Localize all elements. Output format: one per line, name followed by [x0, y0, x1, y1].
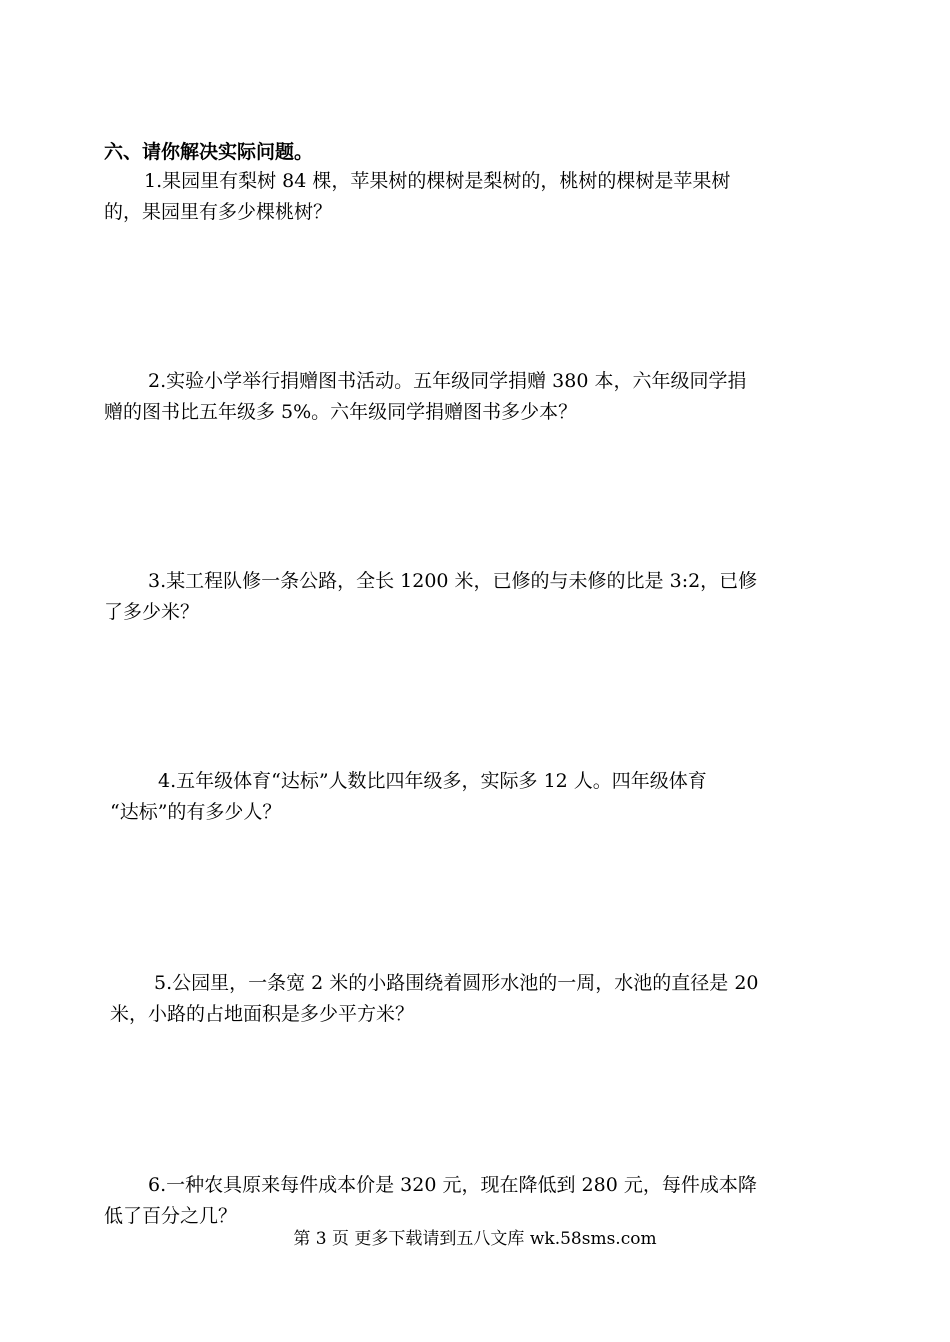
problem-6-line-2: 低了百分之几？: [104, 1205, 238, 1227]
problem-1-line-2: 的，果园里有多少棵桃树？: [104, 201, 333, 223]
problem-6: [104, 1170, 852, 1232]
problem-6-line-1: 6.一种农具原来每件成本价是 320 元，现在降低到 280 元，每件成本降: [148, 1174, 757, 1196]
problem-2-line-2: 赠的图书比五年级多 5%。六年级同学捐赠图书多少本？: [104, 401, 578, 423]
problem-4-line-1: 4.五年级体育“达标”人数比四年级多，实际多 12 人。四年级体育: [158, 770, 707, 792]
problem-1-line-1: 1.果园里有梨树 84 棵，苹果树的棵树是梨树的，桃树的棵树是苹果树: [144, 170, 731, 192]
problem-4-line-2: “达标”的有多少人？: [110, 801, 282, 823]
problem-2-line-1: 2.实验小学举行捐赠图书活动。五年级同学捐赠 380 本，六年级同学捐: [148, 370, 747, 392]
problem-4: [104, 766, 852, 828]
page-footer: 第 3 页 更多下载请到五八文库 wk.58sms.com: [293, 1229, 657, 1249]
section-title: 六、请你解决实际问题。: [104, 141, 314, 163]
problem-5: [104, 968, 852, 1030]
problem-3-line-1: 3.某工程队修一条公路，全长 1200 米，已修的与未修的比是 3:2，已修: [148, 570, 758, 592]
problem-1: [104, 166, 852, 228]
problem-5-line-2: 米，小路的占地面积是多少平方米？: [110, 1003, 415, 1025]
problem-5-line-1: 5.公园里，一条宽 2 米的小路围绕着圆形水池的一周，水池的直径是 20: [154, 972, 759, 994]
problem-2: [104, 366, 852, 428]
problem-3: [104, 566, 852, 628]
problem-3-line-2: 了多少米？: [104, 601, 200, 623]
